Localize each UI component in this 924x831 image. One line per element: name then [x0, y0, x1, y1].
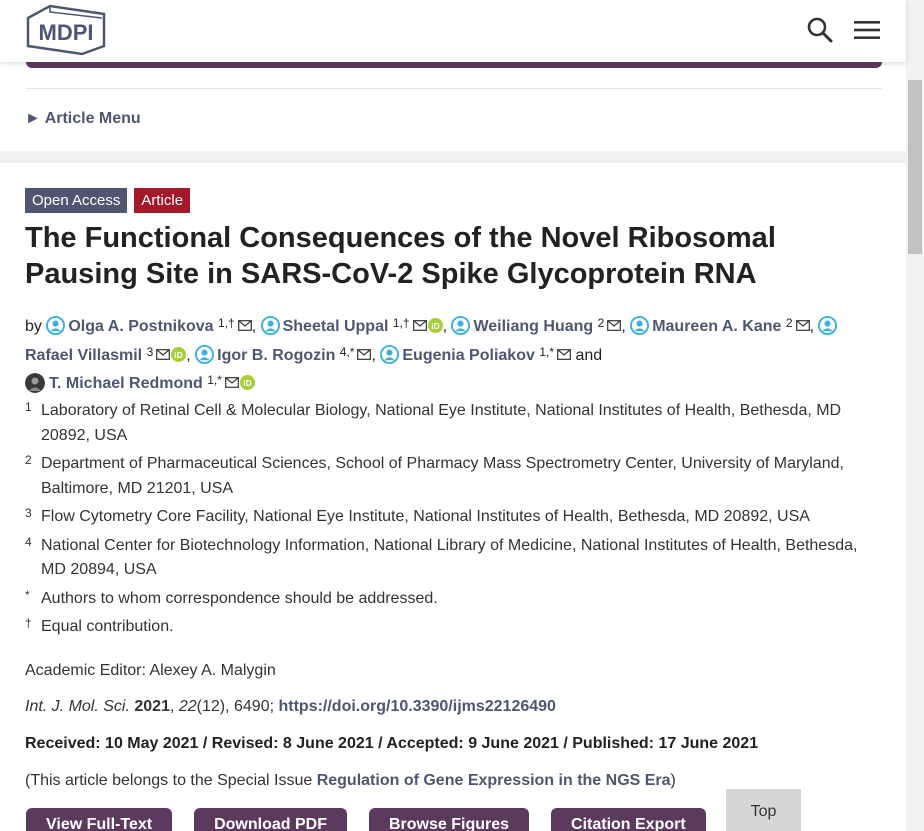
orcid-icon[interactable] [240, 375, 255, 390]
orcid-icon[interactable] [428, 318, 443, 333]
author-name[interactable]: Eugenia Poliakov [402, 346, 535, 364]
download-pdf-button[interactable]: Download PDF [194, 808, 347, 831]
mail-icon[interactable] [413, 320, 427, 331]
affiliation-list [25, 399, 885, 644]
author-photo-icon[interactable] [25, 373, 45, 393]
author-entry: Weiliang Huang $^2$ , [451, 318, 630, 335]
top-navigation-bar [0, 0, 906, 62]
author-name[interactable]: Maureen A. Kane [652, 318, 782, 335]
publication-dates: Received: 10 May 2021 / Revised: 8 June 2021 / Accepted: 9 June 2021 / Published: 17 June 2021 [25, 735, 759, 752]
special-issue-prefix: (This article belongs to the Special Issue [25, 772, 317, 789]
affiliation-sup: 4,* [339, 344, 355, 359]
academic-editor: Academic Editor: Alexey A. Malygin [25, 662, 276, 679]
article-type-badge: Article [134, 188, 190, 213]
back-to-top-button[interactable]: Top [726, 789, 801, 831]
svg-text:iD: iD [174, 349, 183, 360]
author-entry: Maureen A. Kane $^2$ , [630, 318, 818, 335]
section-separator [0, 151, 906, 163]
and-label: and [575, 346, 603, 364]
affiliation-number: † [25, 616, 32, 630]
affiliation-text: Department of Pharmaceutical Sciences, School of Pharmacy Mass Spectrometry Center, University of Maryland, Baltimore, MD 21201, USA [41, 455, 844, 497]
author-entry [25, 375, 255, 392]
scrollbar-thumb[interactable] [908, 80, 922, 254]
affiliation-text: Authors to whom correspondence should be addressed. [41, 589, 438, 607]
article-badges [25, 188, 190, 213]
special-issue-link[interactable]: Regulation of Gene Expression in the NGS Era [316, 772, 671, 789]
author-name[interactable]: Olga A. Postnikova [68, 318, 214, 335]
citation-issue-pages: (12), 6490; [196, 698, 279, 715]
view-full-text-button[interactable]: View Full-Text [26, 808, 172, 831]
browse-figures-button[interactable]: Browse Figures [369, 808, 529, 831]
doi-link[interactable]: https://doi.org/10.3390/ijms22126490 [278, 698, 556, 715]
mdpi-logo[interactable] [24, 4, 106, 56]
affiliation-number: * [25, 587, 30, 602]
mail-icon[interactable] [557, 349, 571, 360]
hamburger-menu-icon[interactable] [853, 18, 881, 42]
affiliation-text: Laboratory of Retinal Cell & Molecular Biology, National Eye Institute, National Institutes of Health, Bethesda, MD 20892, USA [41, 402, 842, 444]
affiliation-text: Equal contribution. [41, 618, 174, 635]
affiliation-item [25, 399, 885, 448]
svg-text:MDPI: MDPI [38, 20, 94, 45]
by-label: by [25, 318, 42, 335]
author-name[interactable]: Sheetal Uppal [282, 318, 389, 335]
affiliation-sup: 3 [146, 344, 154, 359]
article-actions [26, 808, 706, 831]
author-profile-icon[interactable] [261, 316, 280, 335]
author-name[interactable]: T. Michael Redmond [49, 375, 203, 392]
author-profile-icon[interactable] [818, 316, 837, 335]
author-entry: Rafael Villasmil $^3$ iD , [25, 318, 840, 364]
affiliation-item [25, 587, 885, 612]
affiliation-text: Flow Cytometry Core Facility, National Eye Institute, National Institutes of Health, Bethesda, MD 20892, USA [41, 508, 810, 525]
author-list [25, 311, 885, 397]
citation-year: 2021 [134, 698, 170, 715]
author-entry: Olga A. Postnikova $^{1,\dagger}$ , [46, 318, 260, 335]
affiliation-item [25, 452, 885, 501]
author-entry: Igor B. Rogozin $^{4,*}$ , [195, 347, 380, 364]
special-issue-note [25, 772, 676, 790]
page-scrollbar[interactable] [906, 0, 924, 831]
affiliation-sup: 1,† [218, 316, 235, 330]
affiliation-number: 1 [25, 400, 32, 414]
author-profile-icon[interactable] [380, 345, 399, 364]
affiliation-sup: 1,† [392, 316, 410, 330]
mail-icon[interactable] [238, 320, 252, 331]
search-icon[interactable] [806, 16, 834, 44]
affiliation-sup: 2 [785, 316, 793, 330]
mail-icon[interactable] [796, 320, 810, 331]
mail-icon[interactable] [156, 349, 170, 360]
author-entry: Sheetal Uppal $^{1,\dagger}$ iD , [261, 318, 452, 335]
orcid-icon[interactable] [171, 347, 186, 362]
affiliation-number: 4 [25, 534, 32, 549]
journal-name: Int. J. Mol. Sci. [25, 698, 130, 715]
citation-line: Int. J. Mol. Sci. 2021, 22(12), 6490; https://doi.org/10.3390/ijms22126490 [25, 698, 556, 715]
affiliation-sup: 1,* [207, 373, 222, 387]
affiliation-sup: 2 [597, 316, 605, 330]
author-profile-icon[interactable] [195, 345, 214, 364]
affiliation-text: National Center for Biotechnology Information, National Library of Medicine, National Institutes of Health, Bethesda, MD 20894, USA [41, 536, 858, 578]
author-name[interactable]: Weiliang Huang [473, 318, 594, 335]
svg-text:iD: iD [243, 377, 252, 388]
affiliation-item [25, 505, 885, 530]
svg-text:iD: iD [430, 320, 440, 331]
affiliation-number: 2 [25, 453, 32, 467]
author-name[interactable]: Rafael Villasmil [25, 346, 143, 364]
author-profile-icon[interactable] [46, 316, 65, 335]
special-issue-suffix: ) [670, 772, 676, 789]
article-title: The Functional Consequences of the Novel Ribosomal Pausing Site in SARS-CoV-2 Spike Glycoprotein RNA [25, 222, 776, 290]
affiliation-item [25, 534, 885, 583]
affiliation-item [25, 615, 885, 640]
citation-volume: 22 [178, 698, 197, 715]
divider [26, 88, 882, 89]
article-menu-toggle[interactable]: ► Article Menu [25, 110, 141, 127]
affiliation-sup: 1,* [539, 344, 554, 359]
author-profile-icon[interactable] [630, 316, 649, 335]
mail-icon[interactable] [607, 320, 621, 331]
citation-export-button[interactable]: Citation Export [551, 808, 706, 831]
author-name[interactable]: Igor B. Rogozin [217, 346, 336, 364]
mail-icon[interactable] [225, 377, 239, 388]
author-profile-icon[interactable] [451, 316, 470, 335]
affiliation-number: 3 [25, 506, 32, 520]
open-access-badge[interactable]: Open Access [25, 188, 127, 213]
mail-icon[interactable] [357, 349, 371, 360]
author-entry [380, 344, 575, 364]
